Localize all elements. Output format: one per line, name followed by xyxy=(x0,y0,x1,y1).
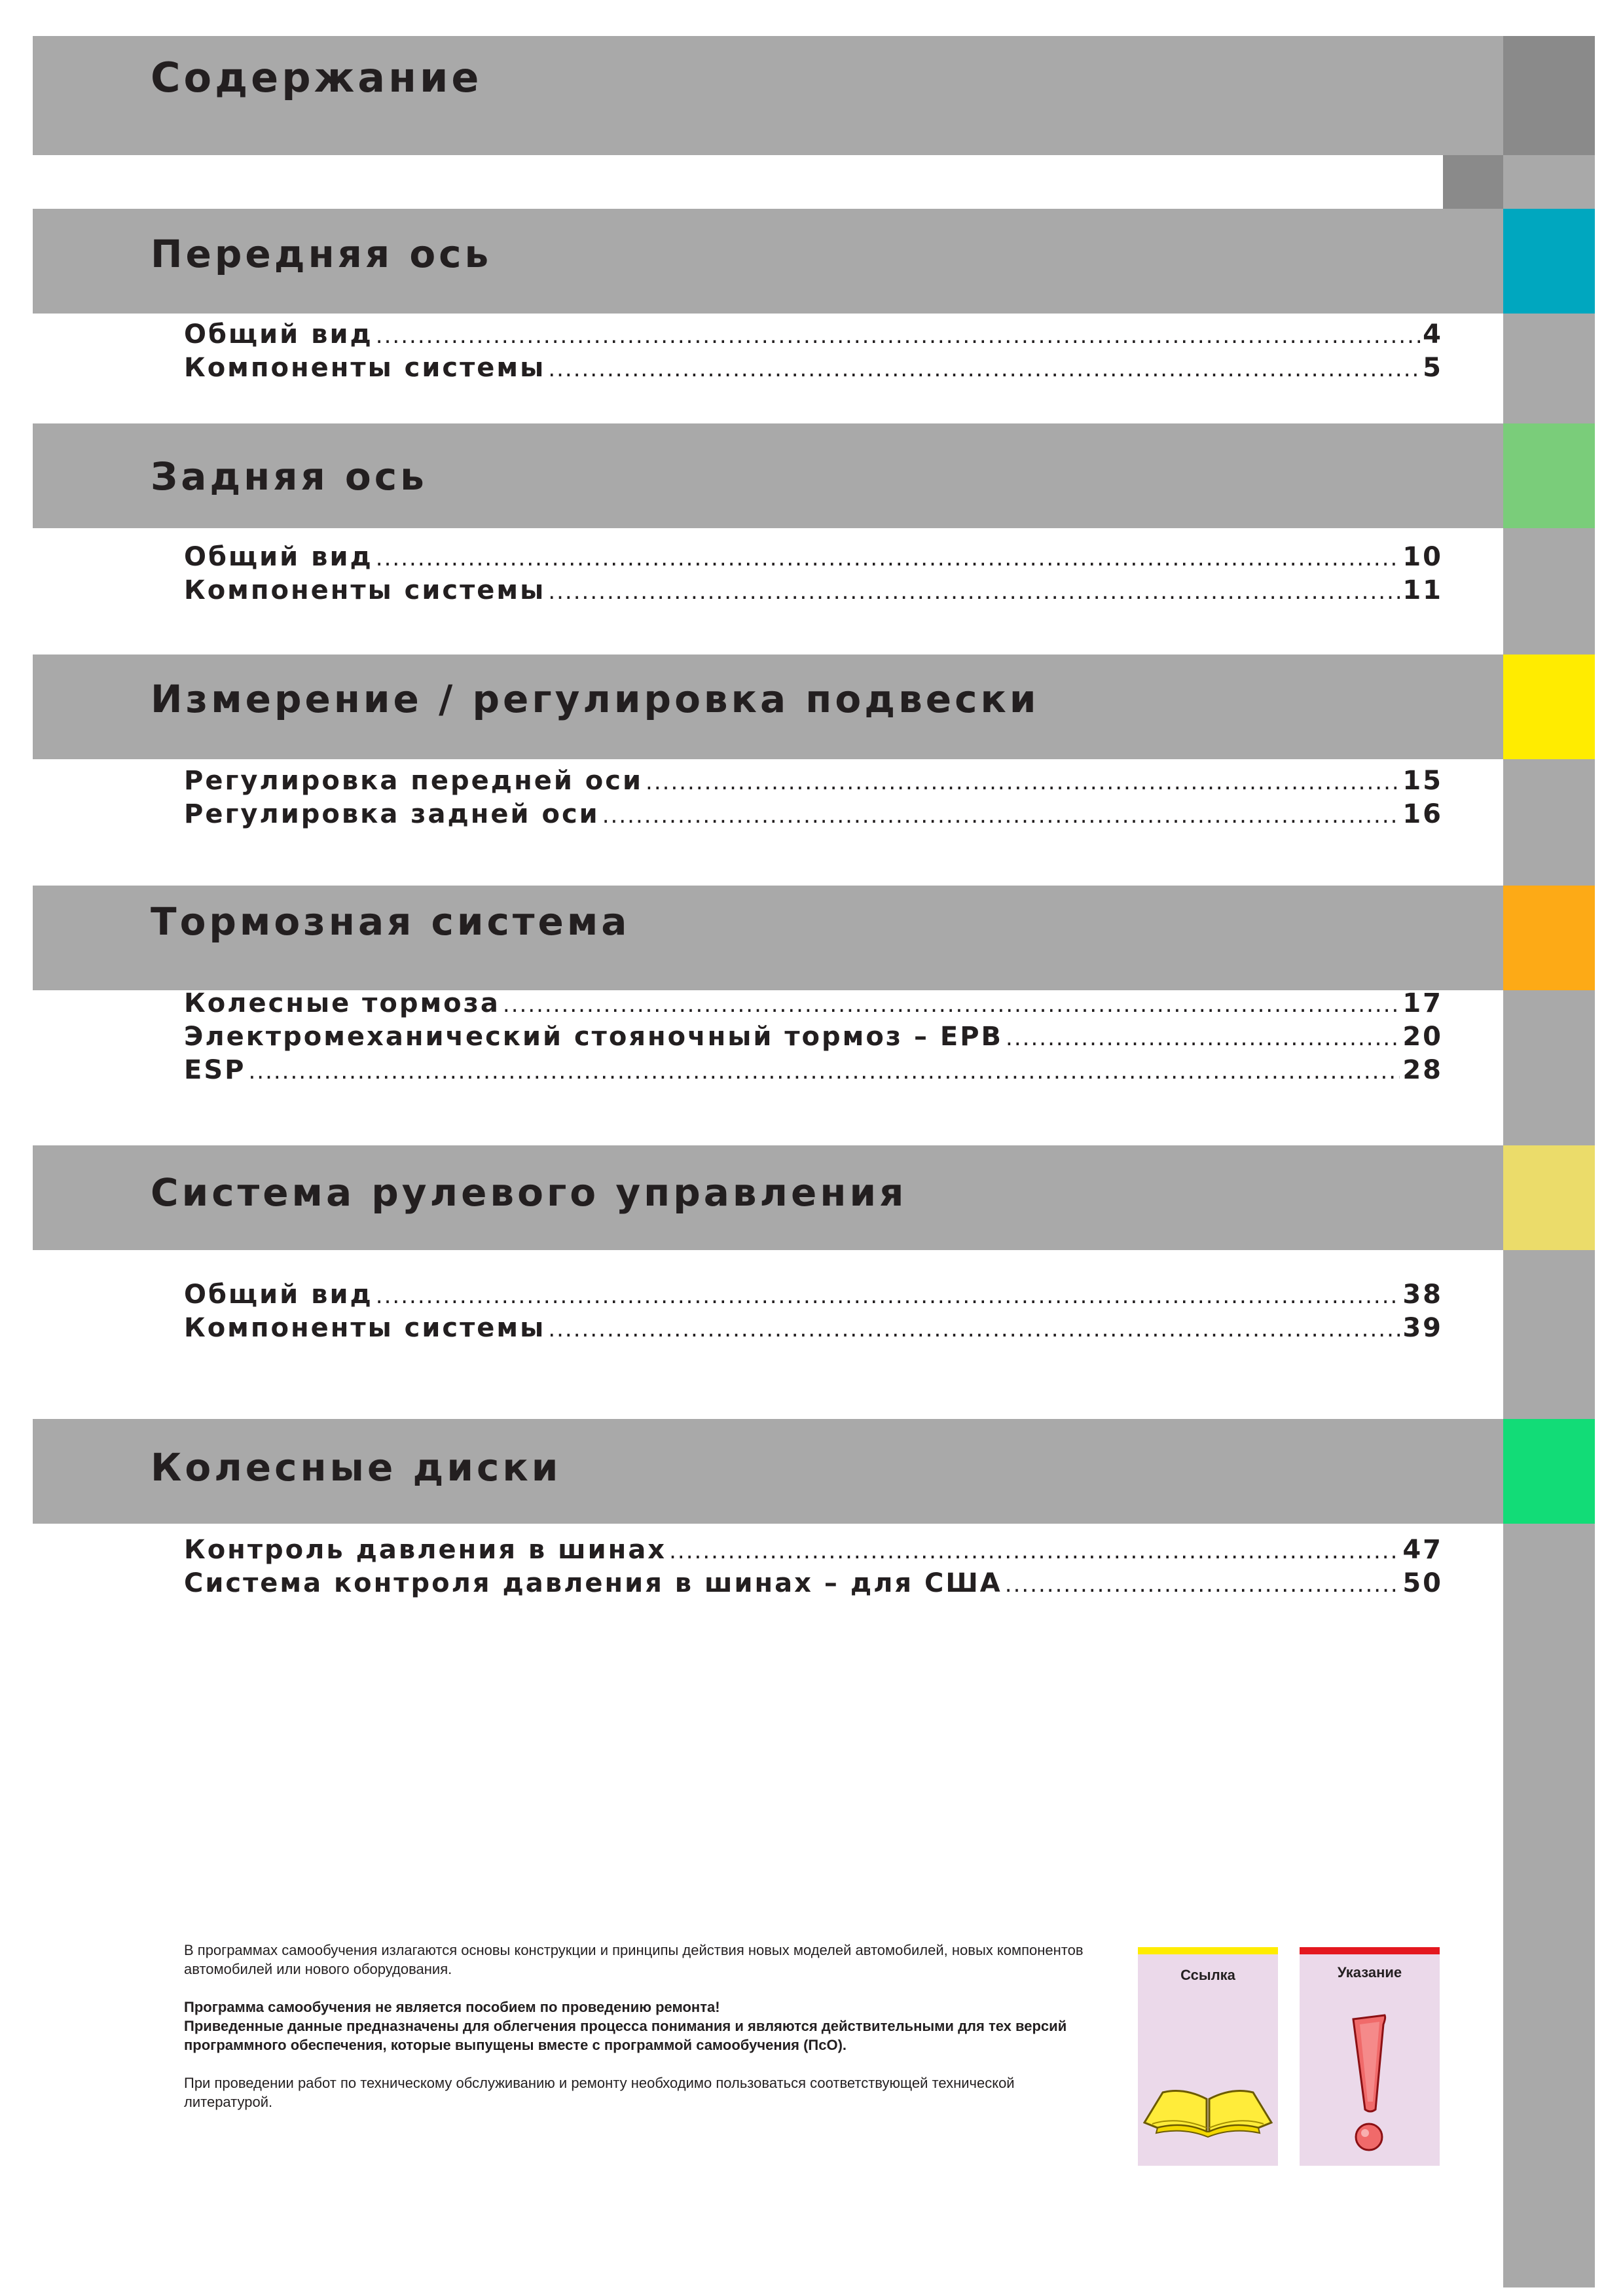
toc-leader xyxy=(548,579,1400,605)
toc-leader xyxy=(646,769,1400,795)
section-tab-wheels xyxy=(1503,1419,1595,1524)
toc-entry-page: 16 xyxy=(1402,799,1443,829)
toc-entry[interactable] xyxy=(184,799,1443,833)
info-paragraph: При проведении работ по техническому обслуживанию и ремонту необходимо пользоваться соответствующей технической литературой. xyxy=(184,2075,1015,2110)
toc-entry-label: Общий вид xyxy=(184,319,373,350)
toc-list-steering xyxy=(184,1280,1443,1346)
legend-label-reference: Ссылка xyxy=(1180,1967,1235,1983)
section-title-suspension: Измерение / регулировка подвески xyxy=(151,677,1040,721)
toc-list-brakes xyxy=(184,988,1443,1088)
toc-entry-page: 38 xyxy=(1402,1280,1443,1310)
toc-entry-page: 20 xyxy=(1402,1022,1443,1052)
toc-entry[interactable] xyxy=(184,1280,1443,1313)
section-tab-front-axle xyxy=(1503,209,1595,314)
legend-card-reference xyxy=(1138,1947,1278,2166)
toc-entry-label: Компоненты системы xyxy=(184,575,546,605)
exclamation-icon xyxy=(1300,1947,1440,2166)
section-tab-rear-axle xyxy=(1503,423,1595,528)
toc-entry-page: 50 xyxy=(1402,1568,1443,1598)
toc-entry[interactable] xyxy=(184,1568,1443,1602)
toc-entry-label: ESP xyxy=(184,1055,246,1085)
toc-leader xyxy=(503,992,1400,1018)
toc-entry-page: 15 xyxy=(1402,766,1443,796)
toc-entry-label: Регулировка передней оси xyxy=(184,766,644,796)
toc-entry-label: Компоненты системы xyxy=(184,353,546,383)
toc-entry-label: Контроль давления в шинах xyxy=(184,1535,667,1565)
toc-entry[interactable] xyxy=(184,353,1443,386)
toc-entry-page: 5 xyxy=(1423,353,1443,383)
toc-leader xyxy=(1005,1571,1400,1598)
toc-leader xyxy=(376,1283,1400,1309)
toc-leader xyxy=(248,1058,1400,1085)
header-tab-step xyxy=(1443,155,1503,209)
page-title: Содержание xyxy=(151,54,483,101)
toc-entry-page: 47 xyxy=(1402,1535,1443,1565)
info-paragraph-bold xyxy=(184,1998,1101,2054)
section-tab-steering xyxy=(1503,1145,1595,1250)
toc-entry-label: Общий вид xyxy=(184,542,373,572)
toc-entry-label: Регулировка задней оси xyxy=(184,799,600,829)
legend-card-note xyxy=(1300,1947,1440,2166)
toc-entry[interactable] xyxy=(184,1055,1443,1088)
toc-entry-label: Общий вид xyxy=(184,1280,373,1310)
info-paragraph: В программах самообучения излагаются основы конструкции и принципы действия новых моделей автомобилей, новых компонентов автомобилей или нового оборудования. xyxy=(184,1942,1084,1977)
open-book-icon xyxy=(1138,1947,1278,2166)
toc-entry-page: 11 xyxy=(1402,575,1443,605)
toc-entry-label: Система контроля давления в шинах – для США xyxy=(184,1568,1002,1598)
info-block xyxy=(184,1941,1101,2130)
section-tab-brakes xyxy=(1503,886,1595,990)
toc-list-wheels xyxy=(184,1535,1443,1602)
toc-list-front-axle xyxy=(184,319,1443,386)
toc-leader xyxy=(548,356,1420,382)
toc-entry[interactable] xyxy=(184,542,1443,575)
toc-entry[interactable] xyxy=(184,1022,1443,1055)
info-warning-line: Программа самообучения не является пособием по проведению ремонта! xyxy=(184,1999,720,2015)
info-validity-line: Приведенные данные предназначены для облегчения процесса понимания и являются действительными для тех версий программного обеспечения, которые выпущены вместе с программой самообучения (ПсО). xyxy=(184,2018,1067,2053)
section-title-rear-axle: Задняя ось xyxy=(151,454,428,499)
section-title-steering: Система рулевого управления xyxy=(151,1170,907,1215)
toc-entry-page: 39 xyxy=(1402,1313,1443,1343)
header-tab xyxy=(1503,36,1595,155)
toc-entry-label: Электромеханический стояночный тормоз – EPB xyxy=(184,1022,1004,1052)
toc-list-rear-axle xyxy=(184,542,1443,609)
legend-label-note: Указание xyxy=(1337,1964,1402,1981)
toc-leader xyxy=(602,802,1400,829)
toc-leader xyxy=(376,323,1420,349)
toc-entry-label: Компоненты системы xyxy=(184,1313,546,1343)
toc-leader xyxy=(669,1538,1400,1564)
toc-entry[interactable] xyxy=(184,766,1443,799)
toc-entry[interactable] xyxy=(184,1313,1443,1346)
section-title-front-axle: Передняя ось xyxy=(151,232,492,276)
toc-leader xyxy=(1006,1025,1400,1051)
toc-entry[interactable] xyxy=(184,575,1443,609)
toc-entry[interactable] xyxy=(184,319,1443,353)
toc-entry-label: Колесные тормоза xyxy=(184,988,500,1018)
section-tab-suspension xyxy=(1503,655,1595,759)
toc-leader xyxy=(548,1316,1400,1342)
toc-entry-page: 28 xyxy=(1402,1055,1443,1085)
section-title-brakes: Тормозная система xyxy=(151,899,630,944)
toc-entry-page: 10 xyxy=(1402,542,1443,572)
toc-entry[interactable] xyxy=(184,1535,1443,1568)
toc-entry-page: 4 xyxy=(1423,319,1443,350)
toc-entry-page: 17 xyxy=(1402,988,1443,1018)
toc-entry[interactable] xyxy=(184,988,1443,1022)
toc-leader xyxy=(376,545,1400,571)
section-title-wheels: Колесные диски xyxy=(151,1445,562,1490)
toc-list-suspension xyxy=(184,766,1443,833)
